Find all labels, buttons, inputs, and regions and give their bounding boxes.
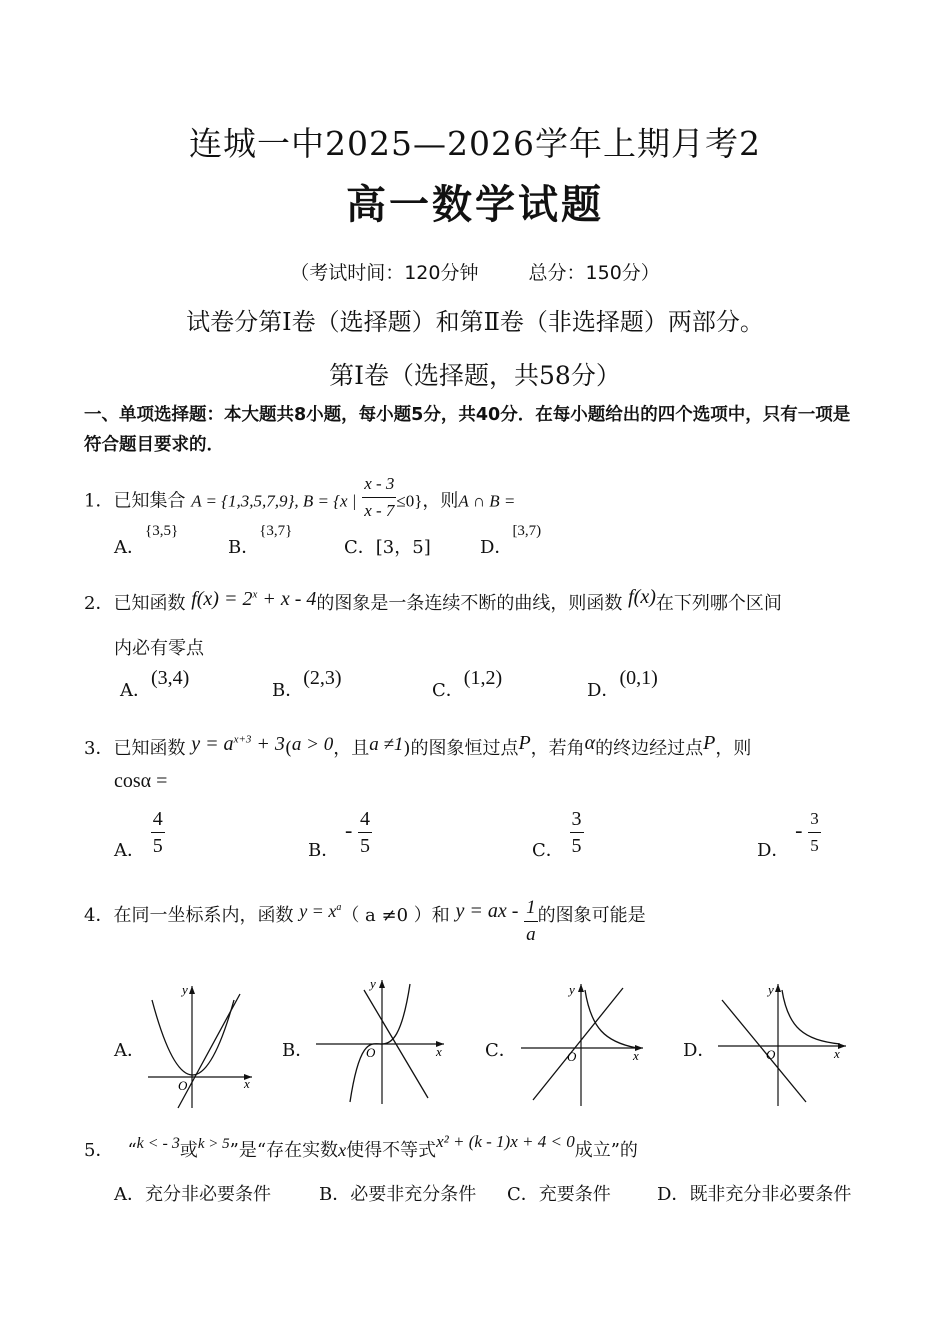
y-axis-arrow [578, 984, 584, 992]
q1-frac-den: x - 7 [364, 501, 395, 520]
q1-number: 1． [84, 490, 114, 512]
q4-cond: （ a ≠0 ）和 [341, 904, 450, 926]
q3-angle: α [584, 732, 596, 754]
line-linear [533, 988, 623, 1100]
q2-text-d: 内必有零点 [114, 638, 204, 659]
q5-option-b[interactable]: B．必要非充分条件 [319, 1184, 477, 1205]
q1-text-b: ，则 [422, 490, 459, 512]
q1-option-d[interactable]: D．$^{[3,7)}$ [480, 523, 542, 558]
q4-option-b-label[interactable]: B． [282, 1040, 314, 1061]
q2-number: 2． [84, 593, 114, 614]
q5-option-a[interactable]: A．充分非必要条件 [114, 1184, 271, 1205]
q2-option-c[interactable]: C．(1,2) [432, 667, 503, 701]
q4-graph-b[interactable] [310, 976, 450, 1106]
q3-option-c[interactable]: C． $\frac{3}{5}$ [532, 808, 582, 861]
q5-cond1: k < - 3 [136, 1135, 180, 1152]
q3-option-b[interactable]: B． - $\frac{4}{5}$ [308, 808, 371, 861]
exam-time: （考试时间：120分钟 [290, 262, 479, 284]
exam-score: 总分：150分） [528, 262, 660, 284]
q1-fraction [362, 471, 396, 524]
q2-text-b: 的图象是一条连续不断的曲线，则函数 [316, 593, 623, 614]
x-label: x [244, 1076, 250, 1091]
x-label: x [633, 1048, 639, 1063]
q4-number: 4． [84, 904, 114, 926]
curve-power [585, 990, 637, 1048]
y-axis-arrow [379, 980, 385, 988]
q3-text-a: 已知函数 [113, 738, 186, 759]
q3-cond2: a ≠1 [369, 734, 404, 755]
q1-text-a: 已知集合 [113, 490, 186, 512]
y-label: y [182, 982, 188, 997]
q4-text-a: 在同一坐标系内，函数 [113, 904, 294, 926]
section-heading: 一、单项选择题：本大题共8小题，每小题5分，共40分．在每小题给出的四个选项中，只有一项是符合题目要求的． [84, 405, 851, 455]
q2-func: $f(x) = 2^x + x - 4$ [191, 588, 317, 610]
q3-option-d[interactable]: D． - $\frac{3}{5}$ [757, 806, 821, 859]
q5-option-c[interactable]: C．充要条件 [507, 1184, 611, 1205]
origin-label: O [366, 1045, 376, 1060]
q3-number: 3． [84, 738, 114, 759]
exam-intro: 试卷分第Ⅰ卷（选择题）和第Ⅱ卷（非选择题）两部分。 [186, 308, 764, 336]
x-label: x [834, 1046, 840, 1061]
y-label: y [768, 982, 774, 997]
y-axis-arrow [189, 986, 195, 994]
y-label: y [370, 976, 376, 991]
exam-info [0, 258, 950, 285]
q2-text-c: 在下列哪个区间 [655, 593, 782, 614]
q1-option-c[interactable]: C．[3，5] [344, 537, 431, 558]
q3-cond1: a > 0 [291, 734, 334, 755]
q4-graph-a[interactable] [140, 980, 260, 1110]
origin-label: O [178, 1078, 188, 1093]
q4-option-c-label[interactable]: C． [485, 1040, 517, 1061]
q5-option-d[interactable]: D．既非充分非必要条件 [657, 1184, 852, 1205]
origin-label: O [766, 1047, 776, 1062]
curve-power [350, 984, 410, 1102]
q4-graph-d[interactable] [712, 980, 852, 1108]
q5-number: 5． [84, 1140, 114, 1161]
q2-text-a: 已知函数 [113, 593, 186, 614]
q1-set-b-pre: , B = {x | [294, 491, 357, 511]
q5-var: x [338, 1140, 347, 1160]
q3-option-a[interactable]: A． $\frac{4}{5}$ [114, 808, 163, 861]
q4-func2: y = ax - [455, 899, 519, 922]
q5-inequality: x² + (k - 1)x + 4 < 0 [436, 1132, 575, 1151]
q4-option-a-label[interactable]: A． [114, 1040, 145, 1061]
q1-option-b[interactable]: B．$^{\{3,7\}}$ [228, 523, 293, 558]
origin-label: O [567, 1049, 577, 1064]
curve-power [152, 1000, 234, 1075]
q5-cond2: k > 5 [197, 1136, 230, 1152]
q2-func2: f(x) [628, 586, 656, 608]
x-label: x [436, 1044, 442, 1059]
q3-func: $y = a^{x+3} + 3$ [191, 733, 285, 755]
q1-frac-num: x - 3 [362, 471, 396, 498]
y-label: y [569, 982, 575, 997]
q4-text-b: 的图象可能是 [537, 904, 646, 926]
q1-expr: A ∩ B = [458, 491, 516, 511]
q2-option-d[interactable]: D．(0,1) [587, 667, 658, 701]
curve-power [782, 990, 840, 1044]
line-linear [722, 1000, 806, 1102]
q4-func: $y = x^a$ [299, 900, 342, 921]
exam-subject: 高一数学试题 [346, 181, 604, 228]
volume-heading: 第Ⅰ卷（选择题，共58分） [329, 361, 621, 390]
q3-point: P [518, 732, 531, 754]
q1-set-b-post: ≤0} [396, 491, 423, 511]
exam-title: 连城一中2025—2026学年上期月考2 [189, 124, 761, 163]
q2-option-b[interactable]: B．(2,3) [272, 667, 342, 701]
q4-graph-c[interactable] [515, 980, 650, 1108]
q3-cos: cosα = [114, 770, 168, 792]
q2-option-a[interactable]: A．(3,4) [120, 667, 190, 701]
y-axis-arrow [775, 984, 781, 992]
q1-set-a: A = {1,3,5,7,9} [191, 491, 295, 511]
q1-option-a[interactable]: A．$^{\{3,5\}}$ [114, 523, 179, 558]
q3-point2: P [703, 732, 716, 754]
q4-option-d-label[interactable]: D． [683, 1040, 716, 1061]
q4-fraction: $\frac{1}{a}$ [526, 897, 536, 945]
